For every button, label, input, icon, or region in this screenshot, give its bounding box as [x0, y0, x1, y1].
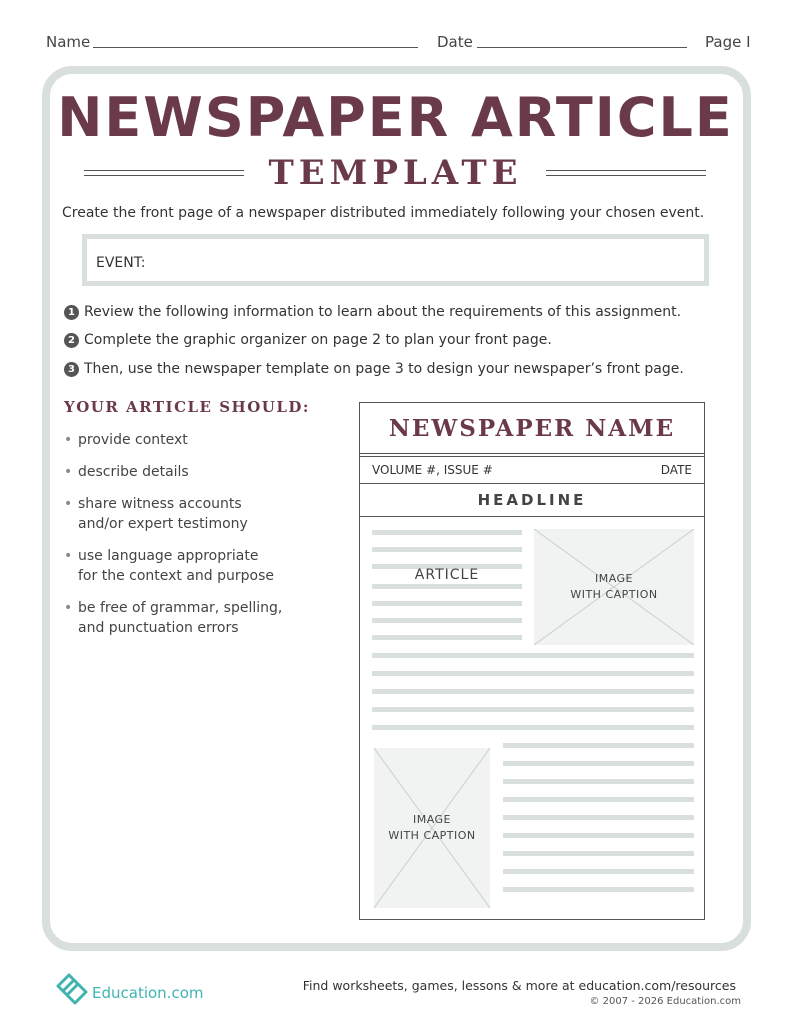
- text-line: [372, 530, 522, 535]
- text-line: [372, 689, 694, 694]
- newspaper-name: NEWSPAPER NAME: [388, 415, 676, 442]
- name-line[interactable]: [93, 47, 418, 48]
- brand-name: Education.com: [92, 984, 204, 1002]
- text-line: [372, 707, 694, 712]
- text-line: [503, 761, 694, 766]
- title-rule-right: [546, 170, 706, 176]
- footer-tagline[interactable]: Find worksheets, games, lessons & more at education.com/resources: [302, 978, 736, 993]
- divider: [360, 483, 704, 484]
- name-label: Name: [46, 33, 91, 51]
- text-line: [372, 725, 694, 730]
- requirements-list: [64, 430, 344, 650]
- date-label: Date: [437, 33, 473, 51]
- step-text: Review the following information to learn about the requirements of this assignment.: [84, 304, 682, 320]
- step-number-icon: 1: [64, 305, 79, 320]
- image-placeholder: [374, 748, 490, 908]
- volume-issue: VOLUME #, ISSUE #: [372, 463, 493, 477]
- education-logo-icon: [55, 972, 89, 1006]
- headline: HEADLINE: [477, 491, 587, 509]
- list-item: • share witness accounts and/or expert testimony: [64, 494, 344, 534]
- page-title: NEWSPAPER ARTICLE: [57, 86, 734, 149]
- text-line: [503, 797, 694, 802]
- footer-copyright: © 2007 - 2026 Education.com: [589, 996, 741, 1007]
- list-item: • describe details: [64, 462, 344, 482]
- step-number-icon: 2: [64, 333, 79, 348]
- step-3: [64, 359, 684, 379]
- text-line: [503, 869, 694, 874]
- event-field[interactable]: [82, 234, 709, 286]
- newspaper-date: DATE: [660, 463, 692, 477]
- should-heading: YOUR ARTICLE SHOULD:: [64, 398, 310, 416]
- step-number-icon: 3: [64, 362, 79, 377]
- text-line: [503, 743, 694, 748]
- step-2: [64, 330, 552, 350]
- text-line: [503, 833, 694, 838]
- event-label: EVENT:: [96, 255, 146, 271]
- list-item: • be free of grammar, spelling, and punctuation errors: [64, 598, 344, 638]
- divider: [360, 453, 704, 454]
- image-caption-label: WITH CAPTION: [388, 829, 476, 842]
- divider: [360, 516, 704, 517]
- list-item: • provide context: [64, 430, 344, 450]
- step-1: [64, 302, 681, 322]
- text-line: [503, 851, 694, 856]
- image-caption-label: IMAGE: [594, 572, 634, 585]
- divider: [360, 456, 704, 457]
- text-line: [372, 584, 522, 589]
- text-line: [372, 618, 522, 623]
- text-line: [372, 601, 522, 606]
- page-label: Page I: [705, 33, 751, 51]
- image-caption-label: WITH CAPTION: [570, 588, 658, 601]
- newspaper-template: [359, 402, 705, 920]
- list-item: • use language appropriate for the context and purpose: [64, 546, 344, 586]
- date-line[interactable]: [477, 47, 687, 48]
- page-subtitle: TEMPLATE: [268, 153, 523, 193]
- step-text: Complete the graphic organizer on page 2 to plan your front page.: [84, 332, 552, 348]
- text-line: [372, 653, 694, 658]
- image-caption-label: IMAGE: [412, 813, 452, 826]
- text-line: [372, 547, 522, 552]
- image-placeholder: [534, 529, 694, 645]
- text-line: [503, 779, 694, 784]
- text-line: [503, 887, 694, 892]
- text-line: [372, 635, 522, 640]
- intro-text: Create the front page of a newspaper distributed immediately following your chosen event.: [62, 205, 705, 221]
- text-line: [372, 671, 694, 676]
- education-logo[interactable]: [55, 972, 215, 1006]
- article-label: ARTICLE: [414, 567, 480, 583]
- text-line: [503, 815, 694, 820]
- step-text: Then, use the newspaper template on page 3 to design your newspaper’s front page.: [84, 361, 684, 377]
